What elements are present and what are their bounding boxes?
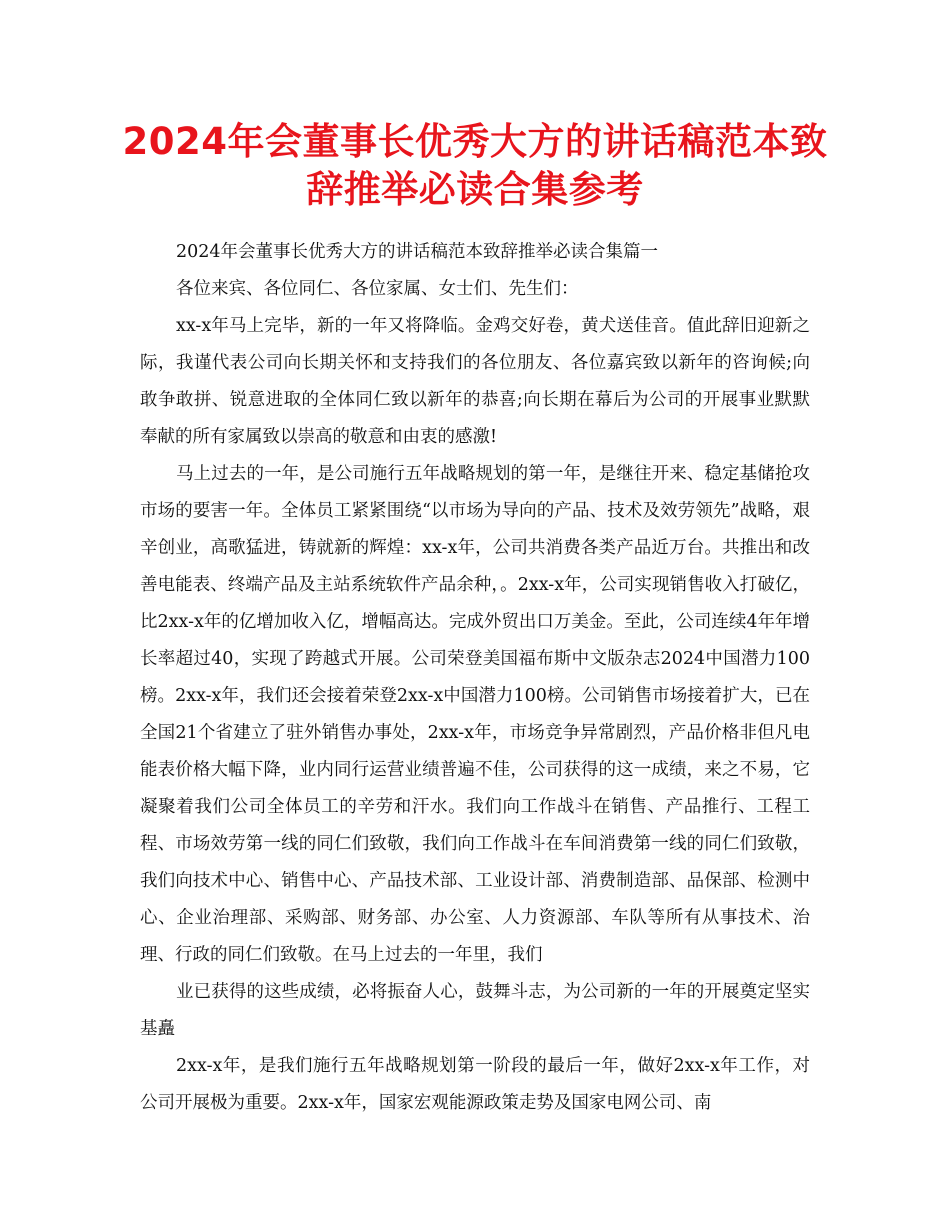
paragraph-section-heading: 2024年会董事长优秀大方的讲话稿范本致辞推举必读合集篇一: [176, 242, 659, 262]
paragraph-review: 马上过去的一年，是公司施行五年战略规划的第一年，是继往开来、稳定基储抢攻市场的要害一年。全体员工紧紧围绕“以市场为导向的产品、技术及效劳领先”战略，艰辛创业，高歌猛进，铸就新的辉煌：xx-x年，公司共消费各类产品近万台。共推出和改善电能表、终端产品及主站系统软件产品余种，。2xx-x年，公司实现销售收入打破亿，比2xx-x年的亿增加收入亿，增幅高达。完成外贸出口万美金。至此，公司连续4年年增长率超过40，实现了跨越式开展。公司荣登美国福布斯中文版杂志2024中国潜力100榜。2xx-x年，我们还会接着荣登2xx-x中国潜力100榜。公司销售市场接着扩大，已在全国21个省建立了驻外销售办事处，2xx-x年，市场竞争异常剧烈，产品价格非但凡电能表价格大幅下降，业内同行运营业绩普遍不佳，公司获得的这一成绩，来之不易，它凝聚着我们公司全体员工的辛劳和汗水。我们向工作战斗在销售、产品推行、工程工程、市场效劳第一线的同仁们致敬，我们向工作战斗在车间消费第一线的同仁们致敬，我们向技术中心、销售中心、产品技术部、工业设计部、消费制造部、品保部、检测中心、企业治理部、采购部、财务部、办公室、人力资源部、车队等所有从事技术、治理、行政的同仁们致敬。在马上过去的一年里，我们: [140, 464, 810, 965]
paragraph-opening: xx-x年马上完毕，新的一年又将降临。金鸡交好卷，黄犬送佳音。值此辞旧迎新之际，我谨代表公司向长期关怀和支持我们的各位朋友、各位嘉宾致以新年的咨询候;向敢争敢拼、锐意进取的全体同仁致以新年的恭喜;向长期在幕后为公司的开展事业默默奉献的所有家属致以崇高的敬意和由衷的感激!: [140, 316, 810, 447]
paragraph-outlook: 2xx-x年，是我们施行五年战略规划第一阶段的最后一年，做好2xx-x年工作，对公司开展极为重要。2xx-x年，国家宏观能源政策走势及国家电网公司、南: [140, 1056, 810, 1113]
document-title: 2024年会董事长优秀大方的讲话稿范本致辞推举必读合集参考: [122, 120, 828, 211]
paragraph-achievements: 业已获得的这些成绩，必将振奋人心，鼓舞斗志，为公司新的一年的开展奠定坚实基矗: [140, 982, 810, 1039]
document-body: [140, 234, 810, 1122]
paragraph-salutation: 各位来宾、各位同仁、各位家属、女士们、先生们：: [176, 279, 579, 299]
